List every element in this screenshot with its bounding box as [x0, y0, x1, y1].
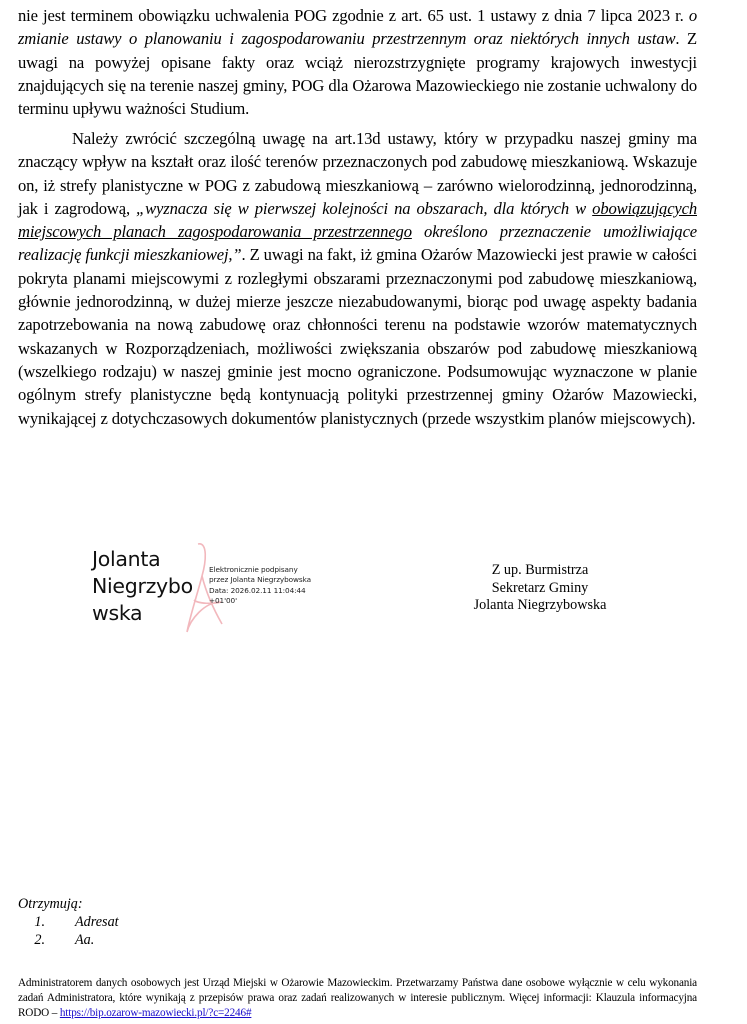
- footer-text: Administratorem danych osobowych jest Urząd Miejski w Ożarowie Mazowieckim. Przetwarzamy Państwa dane osobowe wyłącznie w celu wykonania zadań Administratora, które wynikają z przepisów prawa oraz zadań realizowanych w interesie publicznym. Więcej informacji: Klauzula informacyjna RODO –: [18, 977, 697, 1020]
- quote-end: określono przeznaczenie umożliwiające realizację funkcji mieszkaniowej,”: [18, 222, 697, 265]
- signature-name-line: Niegrzybo: [92, 574, 193, 598]
- electronic-signature: [92, 546, 332, 634]
- signature-details: [209, 565, 311, 606]
- signatory-line: Sekretarz Gminy: [491, 579, 589, 596]
- recipient-number: 1.: [34, 914, 45, 930]
- quote-start: „wyznacza się w pierwszej kolejności na obszarach, dla których w: [136, 198, 593, 218]
- recipient-label: Aa.: [75, 932, 95, 948]
- recipients: [18, 895, 119, 949]
- recipient-item: [18, 931, 119, 949]
- signature-detail-line: przez Jolanta Niegrzybowska: [209, 575, 311, 585]
- gdpr-footer: [18, 976, 697, 1022]
- signature-detail-line: +01'00': [209, 595, 237, 605]
- recipient-label: Adresat: [75, 914, 119, 930]
- signature-detail-line: Elektronicznie podpisany: [209, 565, 298, 574]
- signatory-line: Z up. Burmistrza: [491, 562, 589, 578]
- signature-name-line: wska: [92, 601, 143, 625]
- recipients-heading: Otrzymują:: [18, 896, 83, 912]
- paragraph-2-text-b: . Z uwagi na fakt, iż gmina Ożarów Mazowiecki jest prawie w całości pokryta planami miejscowymi z rozległymi obszarami przeznaczonymi pod zabudowę mieszkaniową, głównie jednorodzinną, w dużej mierze jeszcze niezabudowanymi, biorąc pod uwagę aspekty badania zapotrzebowania na nową zabudowę oraz chłonności terenu na podstawie wzorów matematycznych wskazanych w Rozporządzeniach, możliwości zwiększania obszarów pod zabudowę mieszkaniową (wszelkiego rodzaju) w naszej gminie jest mocno ograniczone. Podsumowując wyznaczone w planie ogólnym strefy planistyczne będą kontynuacją polityki przestrzennej gminy Ożarów Mazowiecki, wynikającej z dotychczasowych dokumentów planistycznych (przede wszystkim planów miejscowych).: [18, 245, 697, 428]
- quote-underlined: obowiązujących miejscowych planach zagospodarowania przestrzennego: [18, 198, 697, 242]
- signature-name: [92, 546, 212, 627]
- paragraph-2-text-a: Należy zwrócić szczególną uwagę na art.13d ustawy, który w przypadku naszej gminy ma znaczący wpływ na kształt oraz ilość terenów przeznaczonych pod zabudowę mieszkaniową. Wskazuje on, iż strefy planistyczne w POG z zabudową mieszkaniową – zarówno wielorodzinną, jednorodzinną, jak i zagrodową,: [18, 129, 697, 218]
- paragraph-2: [18, 127, 697, 430]
- signature-detail-line: Data: 2026.02.11 11:04:44: [209, 585, 306, 595]
- paragraph-1-text-a: nie jest terminem obowiązku uchwalenia POG zgodnie z art. 65 ust. 1 ustawy z dnia 7 lipca 2023 r.: [18, 6, 689, 25]
- rodo-link[interactable]: https://bip.ozarow-mazowiecki.pl/?c=2246#: [59, 1007, 252, 1020]
- signatory-block: [440, 562, 640, 615]
- paragraph-1: [18, 4, 697, 120]
- recipient-number: 2.: [34, 932, 45, 948]
- act-title: o zmianie ustawy o planowaniu i zagospodarowaniu przestrzennym oraz niektórych innych ustaw: [18, 6, 697, 49]
- signature-name-line: Jolanta: [92, 547, 161, 571]
- signatory-line: Jolanta Niegrzybowska: [473, 597, 607, 613]
- paragraph-1-text-b: . Z uwagi na powyżej opisane fakty oraz wciąż nierozstrzygnięte programy krajowych inwestycji znajdujących się na terenie naszej gminy, POG dla Ożarowa Mazowieckiego nie zostanie uchwalony do terminu upływu ważności Studium.: [18, 29, 697, 119]
- recipient-item: [18, 913, 119, 931]
- recipients-list: [18, 913, 119, 949]
